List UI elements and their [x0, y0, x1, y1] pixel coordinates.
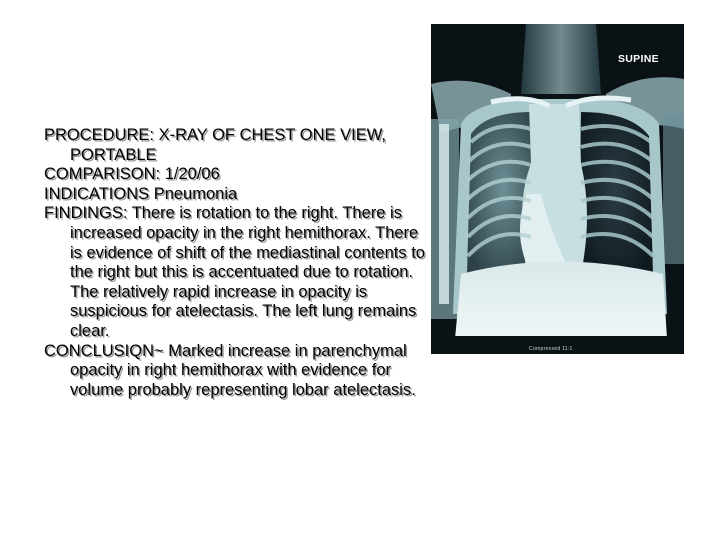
conclusion-paragraph: CONCLUSIQN~ Marked increase in parenchymal opacity in right hemithorax with evidence for volume probably representing lobar atelectasis. [44, 341, 416, 399]
findings-paragraph: FINDINGS: There is rotation to the right. There is increased opacity in the right hemithorax. There is evidence of shift of the mediastinal contents to the right but this is accentuated due to rotation. The relatively rapid increase in opacity is suspicious for atelectasis. The left lung remains clear. [44, 204, 425, 340]
radiology-report [44, 126, 434, 400]
xray-graphic [431, 24, 684, 354]
chest-xray-image [431, 24, 684, 354]
indications-paragraph: INDICATIONS Pneumonia [44, 184, 238, 203]
xray-caption: Compressed 11:1 [529, 346, 573, 352]
procedure-paragraph: PROCEDURE: X-RAY OF CHEST ONE VIEW, PORTABLE [44, 126, 386, 164]
comparison-paragraph: COMPARISON: 1/20/06 [44, 165, 220, 184]
supine-marker: SUPINE [618, 53, 659, 65]
